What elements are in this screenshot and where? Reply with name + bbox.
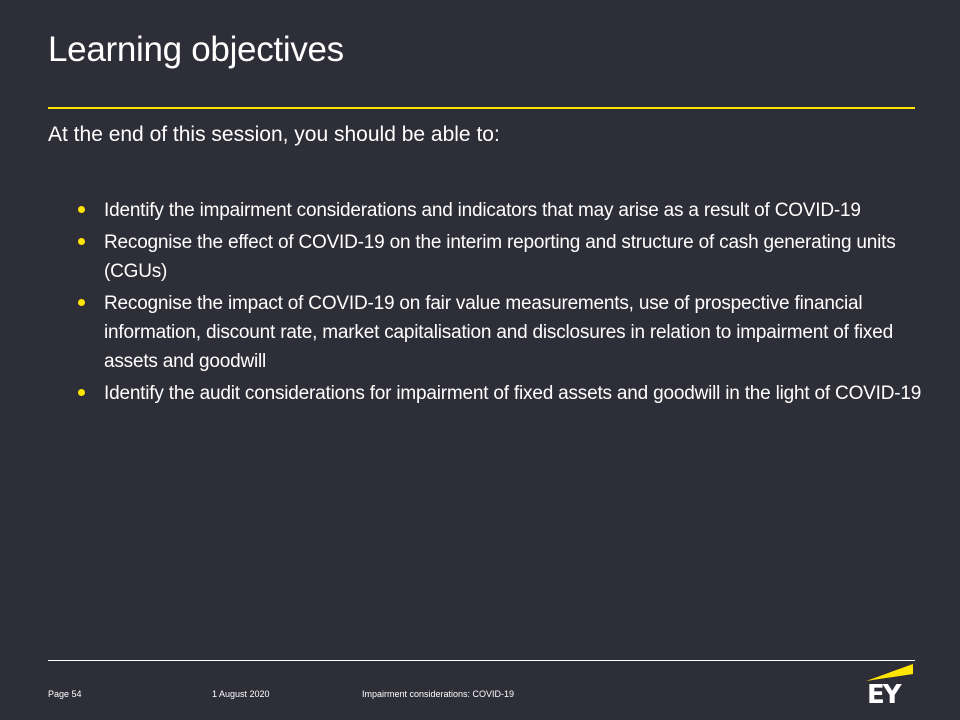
logo-text: EY: [867, 680, 900, 710]
bullet-icon: [78, 238, 85, 245]
objective-text: Identify the impairment considerations and indicators that may arise as a result of COVID-19: [104, 200, 861, 221]
objective-text: Recognise the effect of COVID-19 on the interim reporting and structure of cash generating units (CGUs): [104, 232, 896, 282]
ey-logo: [866, 662, 914, 710]
objectives-list: [76, 196, 922, 411]
slide-title: Learning objectives: [48, 30, 344, 69]
bullet-icon: [78, 389, 85, 396]
title-divider: [48, 107, 915, 109]
list-item: [76, 228, 922, 286]
intro-text: At the end of this session, you should be able to:: [48, 123, 500, 146]
page-number: Page 54: [48, 689, 82, 699]
list-item: [76, 289, 922, 376]
footer-date: 1 August 2020: [212, 689, 270, 699]
objective-text: Recognise the impact of COVID-19 on fair value measurements, use of prospective financial information, discount rate, market capitalisation and disclosures in relation to impairment of fixed assets and goodwill: [104, 293, 893, 372]
footer-topic: Impairment considerations: COVID-19: [362, 689, 515, 699]
ey-beam-icon: [866, 662, 914, 682]
bullet-icon: [78, 299, 85, 306]
list-item: [76, 379, 922, 408]
footer-divider: [48, 660, 915, 661]
objective-text: Identify the audit considerations for impairment of fixed assets and goodwill in the light of COVID-19: [104, 383, 922, 404]
bullet-icon: [78, 206, 85, 213]
list-item: [76, 196, 922, 225]
